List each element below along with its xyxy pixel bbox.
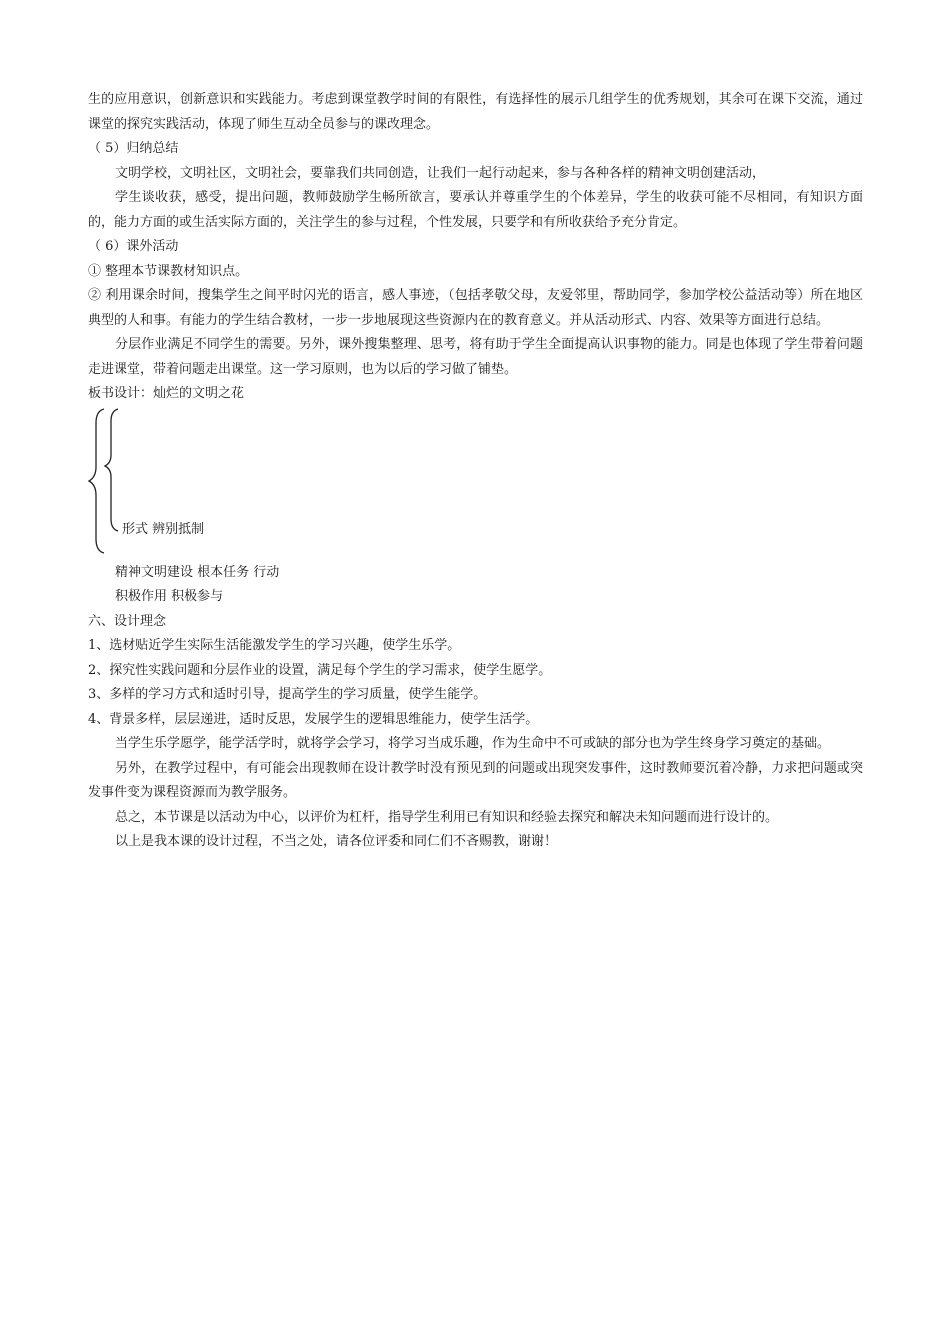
paragraph: 学生谈收获，感受，提出问题，教师鼓励学生畅所欲言，要承认并尊重学生的个体差异，学生的收获可能不尽相同，有知识方面的，能力方面的或生活实际方面的，关注学生的参与过程，个性发展，只要学和有所收获给予充分肯定。 [88, 190, 863, 230]
board-line: 精神文明建设 根本任务 行动 [115, 564, 280, 580]
document-page [88, 88, 863, 855]
paragraph: 总之，本节课是以活动为中心，以评价为杠杆，指导学生利用已有知识和经验去探究和解决未知问题而进行设计的。 [115, 809, 779, 825]
paragraph: 以上是我本课的设计过程，不当之处，请各位评委和同仁们不吝赐教，谢谢！ [115, 834, 558, 849]
board-form-label: 形式 辨别抵制 [122, 521, 205, 537]
section-heading-6: （ 6）课外活动 [88, 239, 179, 254]
board-design-diagram [88, 407, 863, 561]
board-design-title: 板书设计：灿烂的文明之花 [88, 386, 245, 401]
paragraph: 生的应用意识，创新意识和实践能力。考虑到课堂教学时间的有限性，有选择性的展示几组学生的优秀规划，其余可在课下交流，通过课堂的探究实践活动，体现了师生互动全员参与的课改理念。 [88, 92, 863, 132]
section-heading-design: 六、设计理念 [88, 613, 167, 629]
list-item: ① 整理本节课教材知识点。 [88, 263, 249, 279]
section-heading-5: （ 5）归纳总结 [88, 141, 179, 156]
paragraph: 文明学校，文明社区，文明社会，要靠我们共同创造，让我们一起行动起来，参与各种各样的精神文明创建活动， [115, 165, 766, 181]
board-line: 积极作用 积极参与 [115, 589, 224, 604]
list-item: 4、背景多样，层层递进，适时反思，发展学生的逻辑思维能力，使学生活学。 [88, 711, 539, 727]
paragraph: 另外，在教学过程中，有可能会出现教师在设计教学时没有预见到的问题或出现突发事件，这时教师要沉着冷静，力求把问题或突发事件变为课程资源而为教学服务。 [88, 760, 863, 800]
list-item: 3、多样的学习方式和适时引导，提高学生的学习质量，使学生能学。 [88, 687, 487, 702]
list-item: 2、探究性实践问题和分层作业的设置，满足每个学生的学习需求，使学生愿学。 [88, 662, 552, 678]
paragraph: 分层作业满足不同学生的需要。另外，课外搜集整理、思考，将有助于学生全面提高认识事物的能力。同是也体现了学生带着问题走进课堂，带着问题走出课堂。这一学习原则，也为以后的学习做了铺垫。 [88, 337, 863, 377]
list-item: ② 利用课余时间，搜集学生之间平时闪光的语言，感人事迹，（包括孝敬父母，友爱邻里，帮助同学，参加学校公益活动等）所在地区典型的人和事。有能力的学生结合教材，一步一步地展现这些资源内在的教育意义。并从活动形式、内容、效果等方面进行总结。 [88, 288, 863, 328]
list-item: 1、选材贴近学生实际生活能激发学生的学习兴趣，使学生乐学。 [88, 638, 461, 653]
paragraph: 当学生乐学愿学，能学活学时，就将学会学习，将学习当成乐趣，作为生命中不可或缺的部分也为学生终身学习奠定的基础。 [115, 736, 831, 751]
